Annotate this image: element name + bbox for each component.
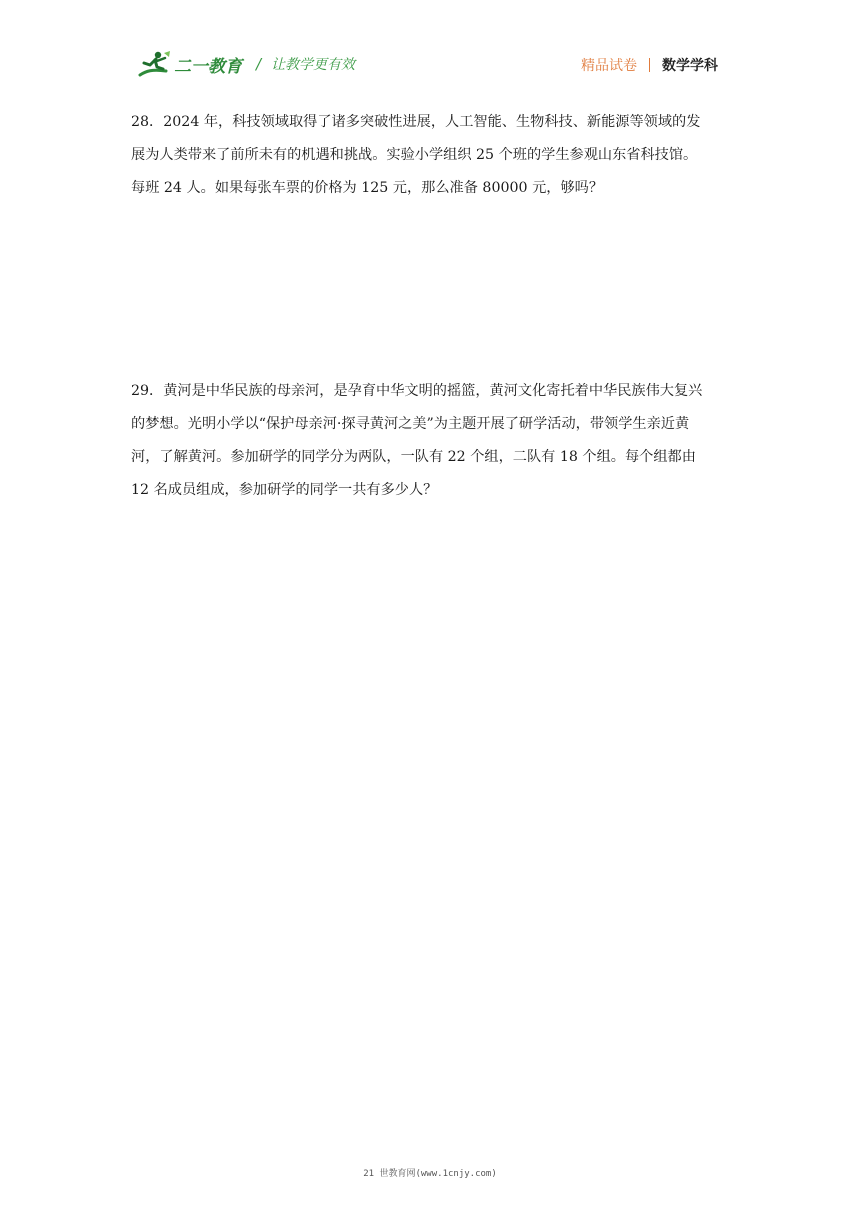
brand-logo	[136, 48, 355, 80]
question-line: 展为人类带来了前所未有的机遇和挑战。实验小学组织 25 个班的学生参观山东省科技馆。	[131, 147, 698, 163]
question-line: 28．2024 年，科技领域取得了诸多突破性进展，人工智能、生物科技、新能源等领域的发	[131, 114, 701, 130]
header-divider	[649, 58, 650, 72]
question-28	[131, 106, 731, 205]
premium-paper-tag: 精品试卷	[581, 58, 637, 74]
page-header	[0, 0, 860, 90]
question-line: 的梦想。光明小学以“保护母亲河·探寻黄河之美”为主题开展了研学活动，带领学生亲近黄	[131, 416, 690, 432]
logo-text: 二一教育	[174, 56, 242, 77]
subject-label: 数学学科	[662, 58, 718, 74]
question-line: 29．黄河是中华民族的母亲河，是孕育中华文明的摇篮，黄河文化寄托着中华民族伟大复兴	[131, 383, 703, 399]
question-line: 每班 24 人。如果每张车票的价格为 125 元，那么准备 80000 元，够吗？	[131, 180, 604, 196]
question-line: 12 名成员组成，参加研学的同学一共有多少人？	[131, 482, 438, 498]
runner-logo-icon	[136, 49, 172, 79]
page-footer: 21 世教育网(www.1cnjy.com)	[363, 1169, 497, 1179]
header-tags	[581, 55, 718, 75]
question-29	[131, 375, 731, 507]
question-line: 河，了解黄河。参加研学的同学分为两队，一队有 22 个组，二队有 18 个组。每个组都由	[131, 449, 696, 465]
brand-slogan: 让教学更有效	[271, 57, 356, 73]
logo-divider: /	[256, 55, 262, 73]
